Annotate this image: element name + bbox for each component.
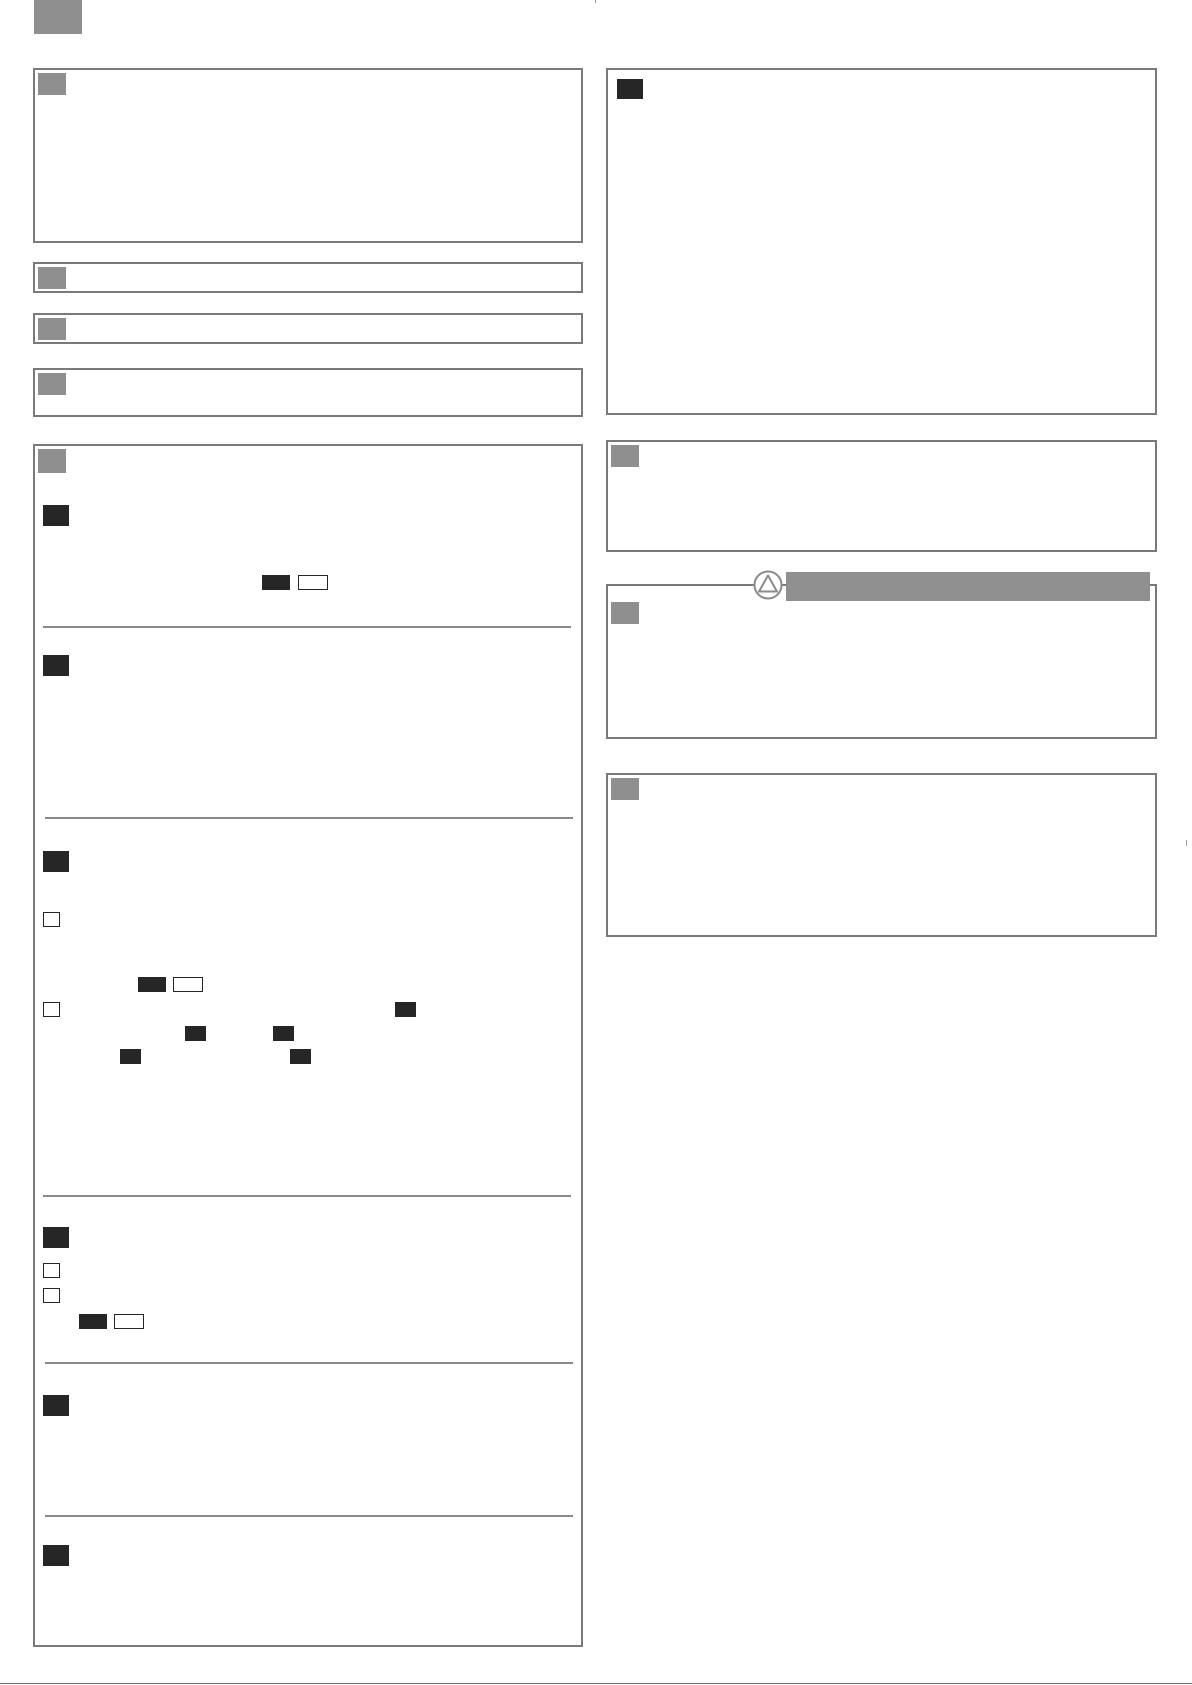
top-crop-mark <box>595 0 596 3</box>
section-c-inline-dark-1 <box>138 977 166 992</box>
left-panel-3 <box>33 313 583 344</box>
right-panel-4-marker <box>611 778 639 800</box>
section-d-divider <box>45 1362 573 1364</box>
section-b-marker <box>43 655 69 676</box>
right-crop-mark <box>1186 840 1187 846</box>
panel-4-marker <box>38 373 66 395</box>
left-panel-4 <box>33 368 583 417</box>
panel-2-marker <box>38 267 66 289</box>
section-c-divider <box>43 1195 571 1197</box>
left-panel-1 <box>33 68 583 243</box>
right-panel-1 <box>606 68 1157 415</box>
section-d-checkbox-2 <box>43 1288 60 1303</box>
section-a-divider <box>43 626 571 628</box>
right-panel-3-warning <box>606 584 1157 739</box>
section-c-checkbox-2 <box>43 1002 60 1017</box>
section-c-inline-dark-2 <box>395 1002 416 1017</box>
section-c-marker <box>43 851 69 872</box>
panel-1-marker <box>38 73 66 95</box>
warning-triangle-icon <box>752 569 784 601</box>
right-panel-2 <box>606 440 1157 552</box>
section-a-inline-dark <box>262 575 290 590</box>
panel-5-marker <box>38 449 66 473</box>
panel-3-marker <box>38 318 66 340</box>
right-panel-1-marker <box>617 79 643 99</box>
section-c-inline-dark-3 <box>185 1026 206 1041</box>
section-c-checkbox-1 <box>43 912 60 927</box>
left-panel-5 <box>33 444 583 1647</box>
section-f-marker <box>43 1545 69 1566</box>
section-c-inline-dark-6 <box>290 1049 311 1064</box>
section-c-inline-dark-4 <box>273 1026 294 1041</box>
right-panel-4 <box>606 773 1157 937</box>
warning-banner <box>786 572 1150 601</box>
page-bottom-line <box>0 1683 1192 1684</box>
section-d-inline-box <box>114 1314 144 1329</box>
section-d-checkbox-1 <box>43 1263 60 1278</box>
section-b-divider <box>45 817 573 819</box>
right-panel-2-marker <box>611 445 639 467</box>
section-d-marker <box>43 1227 69 1248</box>
section-c-inline-box-1 <box>173 977 203 992</box>
section-e-marker <box>43 1395 69 1416</box>
header-tab-marker <box>34 0 82 34</box>
section-a-marker <box>43 505 69 526</box>
section-a-inline-box <box>298 575 328 590</box>
right-panel-3-marker <box>611 602 639 624</box>
section-d-inline-dark <box>79 1314 107 1329</box>
left-panel-2 <box>33 262 583 293</box>
section-e-divider <box>45 1515 573 1517</box>
section-c-inline-dark-5 <box>120 1049 141 1064</box>
